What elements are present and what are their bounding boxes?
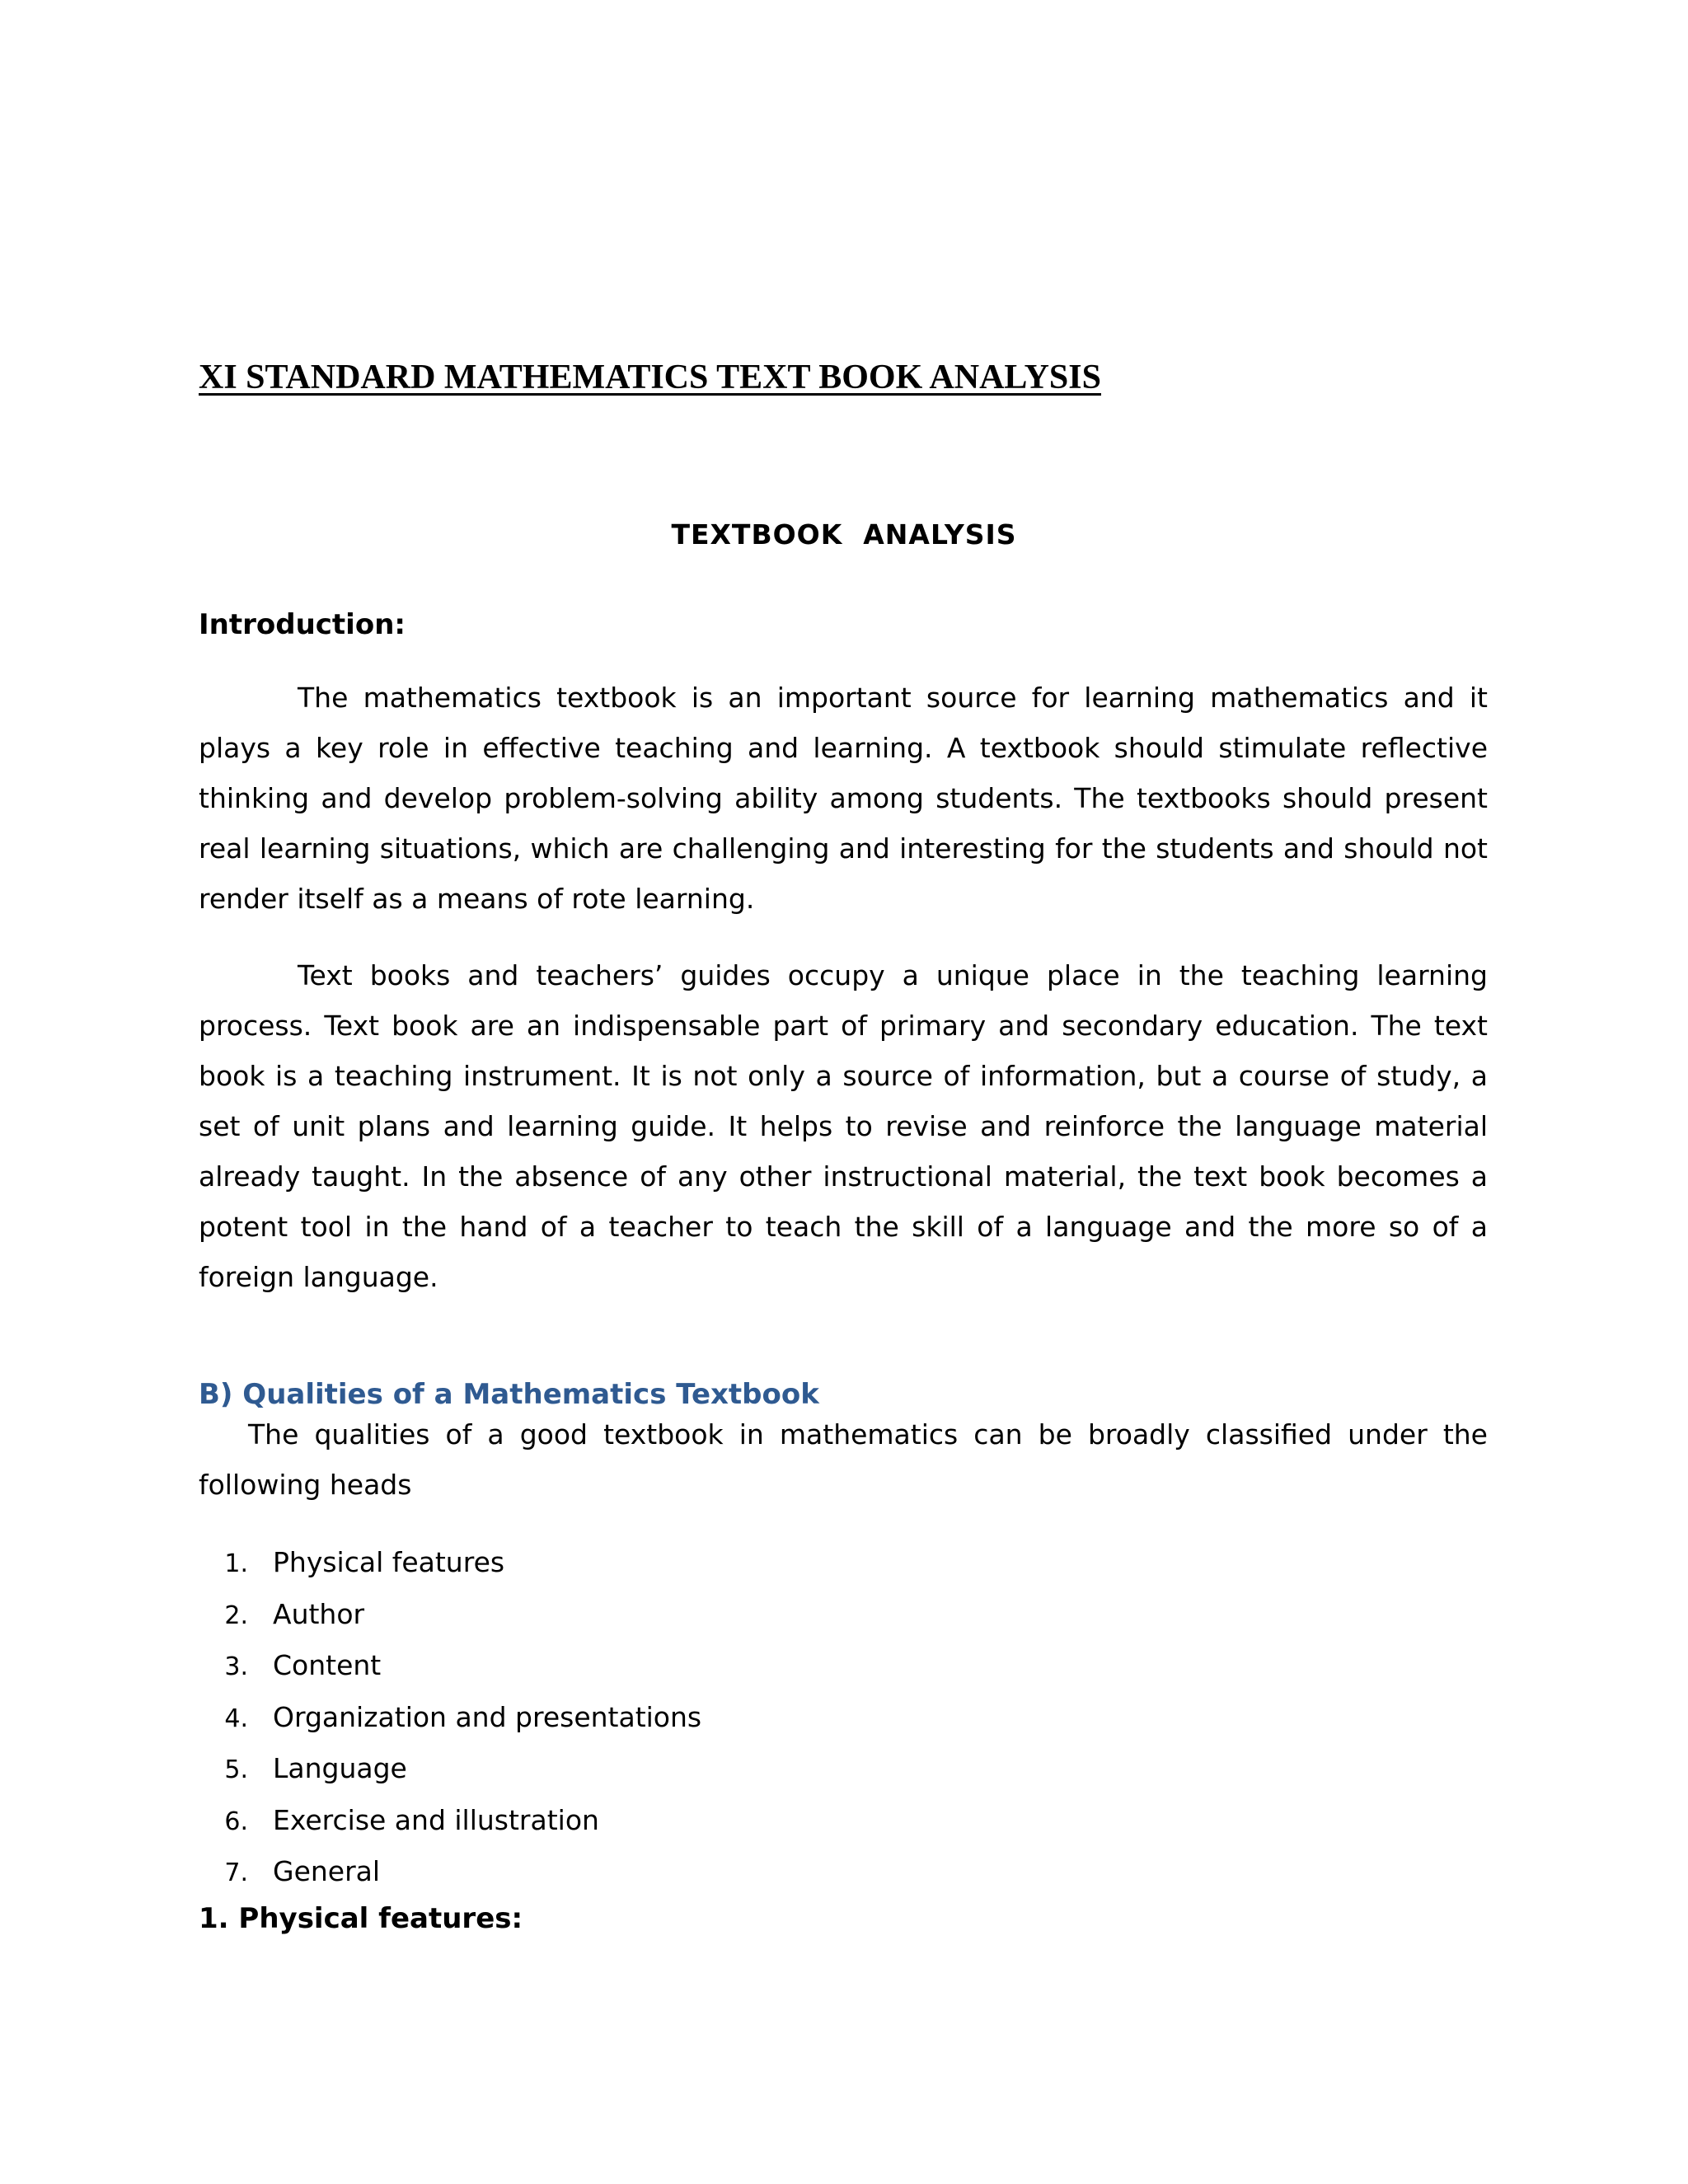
list-item-label: Author <box>273 1597 365 1630</box>
list-item-label: Language <box>273 1752 407 1784</box>
qualities-intro-paragraph: The qualities of a good textbook in mathematics can be broadly classified under the following heads <box>199 1418 1488 1501</box>
list-item-label: General <box>273 1855 381 1887</box>
document-title: XI STANDARD MATHEMATICS TEXT BOOK ANALYSIS <box>199 359 1101 396</box>
list-item-number: 5. <box>224 1755 248 1784</box>
list-item <box>199 1692 701 1744</box>
list-item-label: Organization and presentations <box>273 1700 702 1733</box>
list-item-label: Content <box>273 1649 382 1681</box>
list-item <box>199 1846 701 1898</box>
section-title: TEXTBOOK ANALYSIS <box>671 518 1017 551</box>
list-item-number: 6. <box>224 1807 248 1836</box>
qualities-list <box>199 1537 701 1898</box>
list-item <box>199 1640 701 1692</box>
list-item-number: 3. <box>224 1652 248 1681</box>
list-item-number: 2. <box>224 1601 248 1630</box>
list-item <box>199 1537 701 1589</box>
list-item-label: Exercise and illustration <box>273 1803 599 1836</box>
introduction-paragraph-2: Text books and teachers’ guides occupy a unique place in the teaching learning process. Text book are an indispensable part of primary and secondary education. The text book is a teaching instrument. It is not only a source of information, but a course of study, a set of unit plans and learning guide. It helps to revise and reinforce the language material already taught. In the absence of any other instructional material, the text book becomes a potent tool in the hand of a teacher to teach the skill of a language and the more so of a foreign language. <box>199 959 1488 1293</box>
introduction-heading: Introduction: <box>199 608 406 641</box>
list-item-number: 4. <box>224 1704 248 1733</box>
list-item-label: Physical features <box>273 1546 505 1578</box>
list-item <box>199 1795 701 1847</box>
list-item <box>199 1589 701 1641</box>
list-item-number: 7. <box>224 1858 248 1887</box>
qualities-heading: B) Qualities of a Mathematics Textbook <box>199 1378 819 1411</box>
list-item <box>199 1743 701 1795</box>
list-item-number: 1. <box>224 1549 248 1578</box>
introduction-paragraph-1: The mathematics textbook is an important source for learning mathematics and it plays a key role in effective teaching and learning. A textbook should stimulate reflective thinking and develop problem-solving ability among students. The textbooks should present real learning situations, which are challenging and interesting for the students and should not render itself as a means of rote learning. <box>199 682 1488 915</box>
physical-features-heading: 1. Physical features: <box>199 1902 523 1935</box>
